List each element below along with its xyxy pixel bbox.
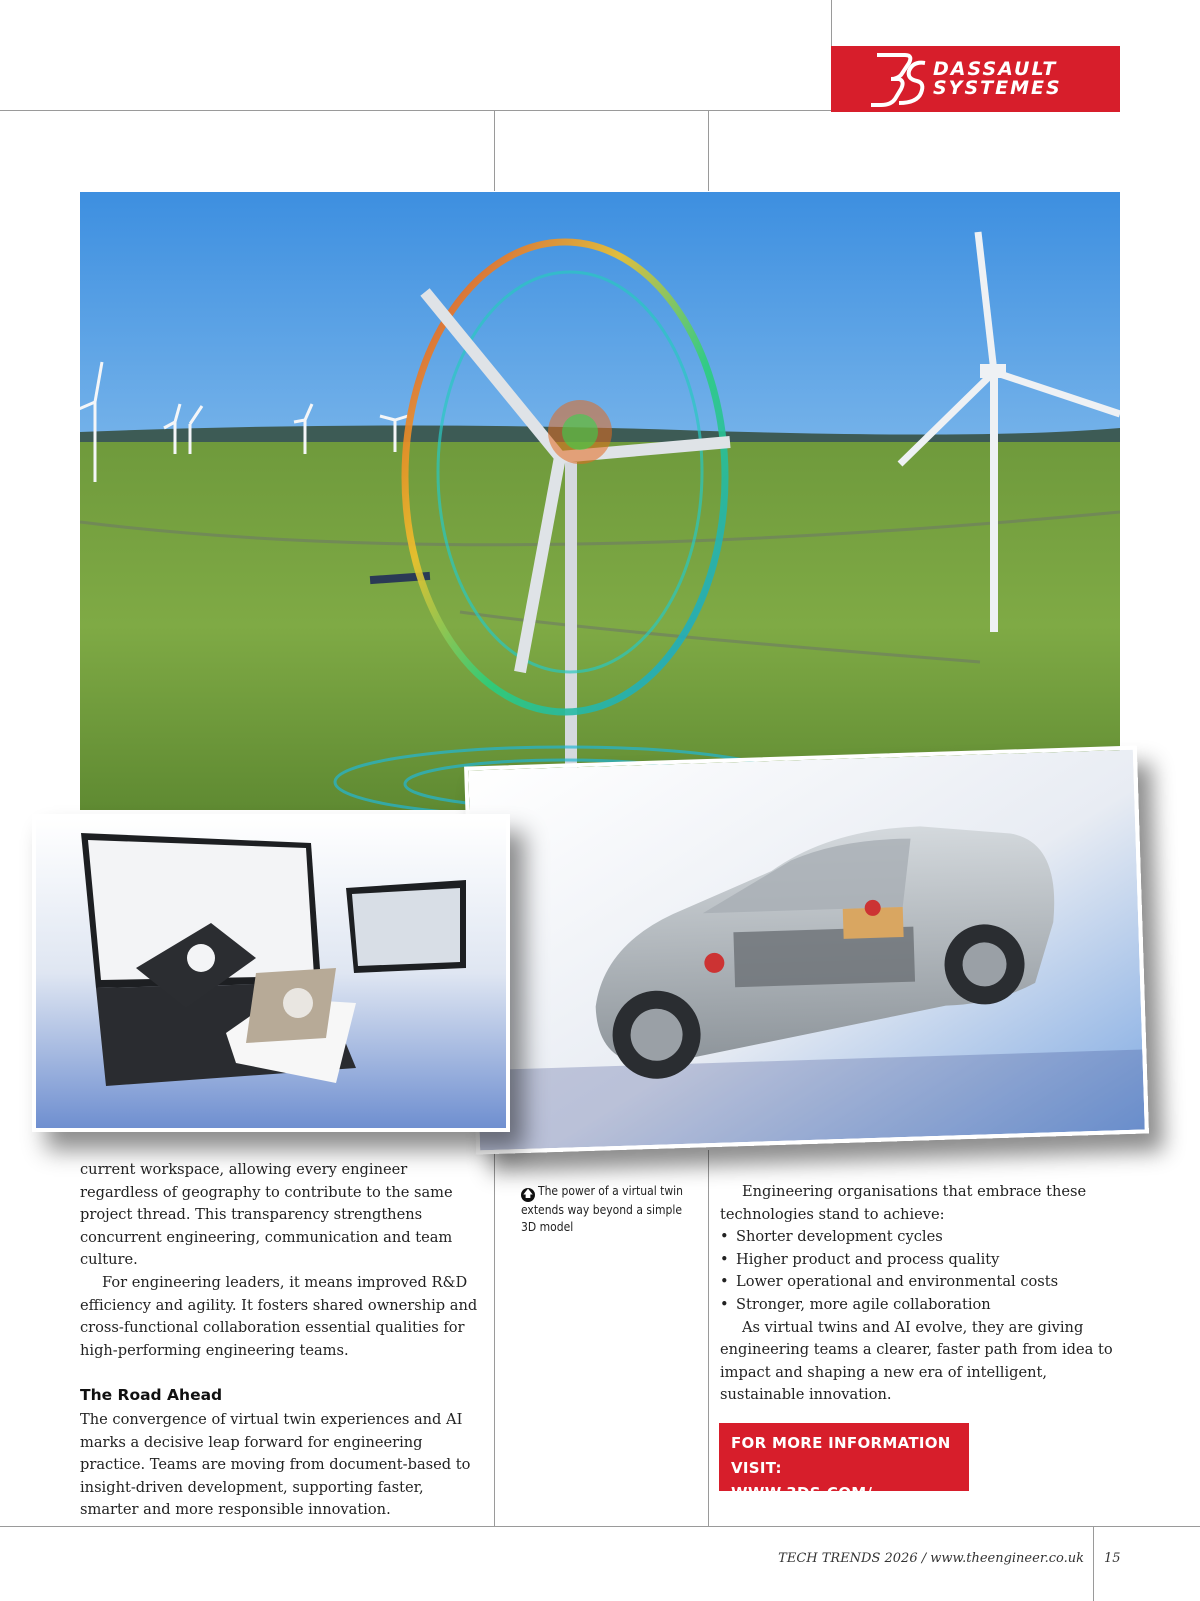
footer-divider bbox=[1093, 1526, 1094, 1601]
brand-line-2: SYSTEMES bbox=[933, 77, 1062, 99]
right-intro-paragraph: Engineering organisations that embrace these technologies stand to achieve: bbox=[720, 1183, 1087, 1223]
3ds-logo-mark-icon bbox=[869, 49, 927, 109]
column-divider-2-bottom bbox=[708, 1150, 709, 1526]
benefits-list bbox=[720, 1226, 1115, 1316]
column-divider-1-bottom bbox=[494, 1150, 495, 1526]
more-info-callout[interactable] bbox=[719, 1423, 969, 1502]
list-item: • Shorter development cycles bbox=[736, 1226, 1115, 1249]
brand-line-1: DASSAULT bbox=[933, 58, 1058, 80]
image-caption bbox=[521, 1183, 691, 1236]
page-number: 15 bbox=[1104, 1551, 1121, 1566]
left-paragraph-2: For engineering leaders, it means improved R&D efficiency and agility. It fosters shared ownership and cross-functional collaboration essential qualities for high-performing engineering teams. bbox=[80, 1273, 478, 1359]
right-column-text bbox=[720, 1181, 1115, 1407]
left-paragraph-3: The convergence of virtual twin experiences and AI marks a decisive leap forward for engineering practice. Teams are moving from document-based to insight-driven development, supporting faster, smarter and more responsible innovation. bbox=[80, 1410, 471, 1519]
right-closing-paragraph: As virtual twins and AI evolve, they are giving engineering teams a clearer, faster path from idea to impact and shaping a new era of intelligent, sustainable innovation. bbox=[720, 1318, 1113, 1404]
ev-cutaway-image bbox=[464, 746, 1149, 1155]
bottom-rule bbox=[0, 1526, 1200, 1527]
hero-wind-turbine-image bbox=[80, 192, 1120, 810]
left-paragraph-1: current workspace, allowing every engineer regardless of geography to contribute to the same project thread. This transparency strengthens concurrent engineering, communication and team culture. bbox=[80, 1161, 453, 1269]
left-column-text bbox=[80, 1159, 480, 1522]
cta-link[interactable]: WWW.3DS.COM/ bbox=[731, 1484, 873, 1502]
brand-wordmark bbox=[933, 60, 1062, 98]
column-divider-2-top bbox=[708, 111, 709, 191]
list-item: • Higher product and process quality bbox=[736, 1249, 1115, 1272]
cad-laptop-image bbox=[32, 814, 510, 1132]
footer-publication: TECH TRENDS 2026 / www.theengineer.co.uk bbox=[778, 1551, 1084, 1566]
dassault-systemes-logo bbox=[831, 46, 1120, 112]
section-heading-road-ahead: The Road Ahead bbox=[80, 1386, 223, 1405]
caption-text: The power of a virtual twin extends way beyond a simple 3D model bbox=[521, 1184, 684, 1234]
cta-label: FOR MORE INFORMATION VISIT: bbox=[731, 1434, 951, 1477]
column-divider-1-top bbox=[494, 111, 495, 191]
top-rule bbox=[0, 110, 831, 111]
up-arrow-icon: 🡅 bbox=[522, 1189, 534, 1200]
list-item: • Lower operational and environmental costs bbox=[736, 1271, 1115, 1294]
list-item: • Stronger, more agile collaboration bbox=[736, 1294, 1115, 1317]
